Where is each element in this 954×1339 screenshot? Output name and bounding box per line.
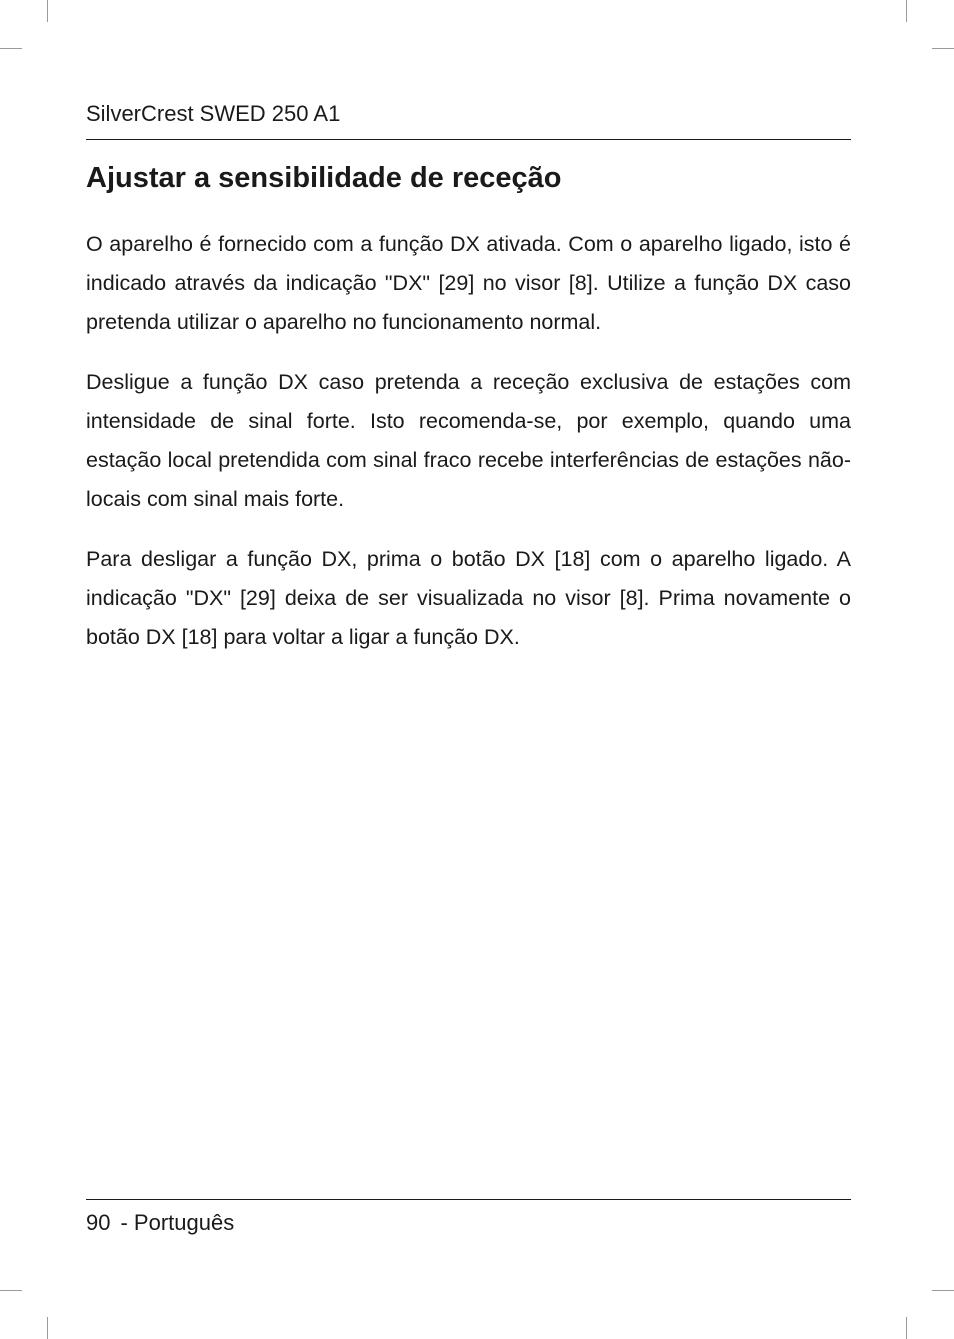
running-footer — [86, 1208, 234, 1238]
body-text — [86, 225, 851, 678]
crop-mark — [47, 1317, 48, 1339]
section-title: Ajustar a sensibilidade de receção — [86, 162, 562, 194]
page-number: 90 — [86, 1210, 111, 1235]
header-rule — [86, 139, 851, 140]
crop-mark — [932, 1290, 954, 1291]
crop-mark — [0, 48, 22, 49]
crop-mark — [47, 0, 48, 22]
crop-mark — [906, 1317, 907, 1339]
crop-mark — [0, 1290, 22, 1291]
crop-mark — [906, 0, 907, 22]
footer-rule — [86, 1199, 851, 1200]
crop-mark — [932, 48, 954, 49]
footer-language: - Português — [120, 1210, 235, 1235]
paragraph-dx-default: O aparelho é fornecido com a função DX ativada. Com o aparelho ligado, isto é indicado através da indicação "DX" [29] no visor [8]. Utilize a função DX caso pretenda utilizar o aparelho no funcionamento normal. — [86, 232, 851, 334]
paragraph-dx-off-reason: Desligue a função DX caso pretenda a receção exclusiva de estações com intensidade de sinal forte. Isto recomenda-se, por exemplo, quando uma estação local pretendida com sinal fraco recebe interferências de estações não-locais com sinal mais forte. — [86, 370, 851, 511]
running-header: SilverCrest SWED 250 A1 — [86, 101, 341, 126]
paragraph-dx-toggle: Para desligar a função DX, prima o botão DX [18] com o aparelho ligado. A indicação "DX" [29] deixa de ser visualizada no visor [8]. Prima novamente o botão DX [18] para voltar a ligar a função DX. — [86, 547, 851, 649]
